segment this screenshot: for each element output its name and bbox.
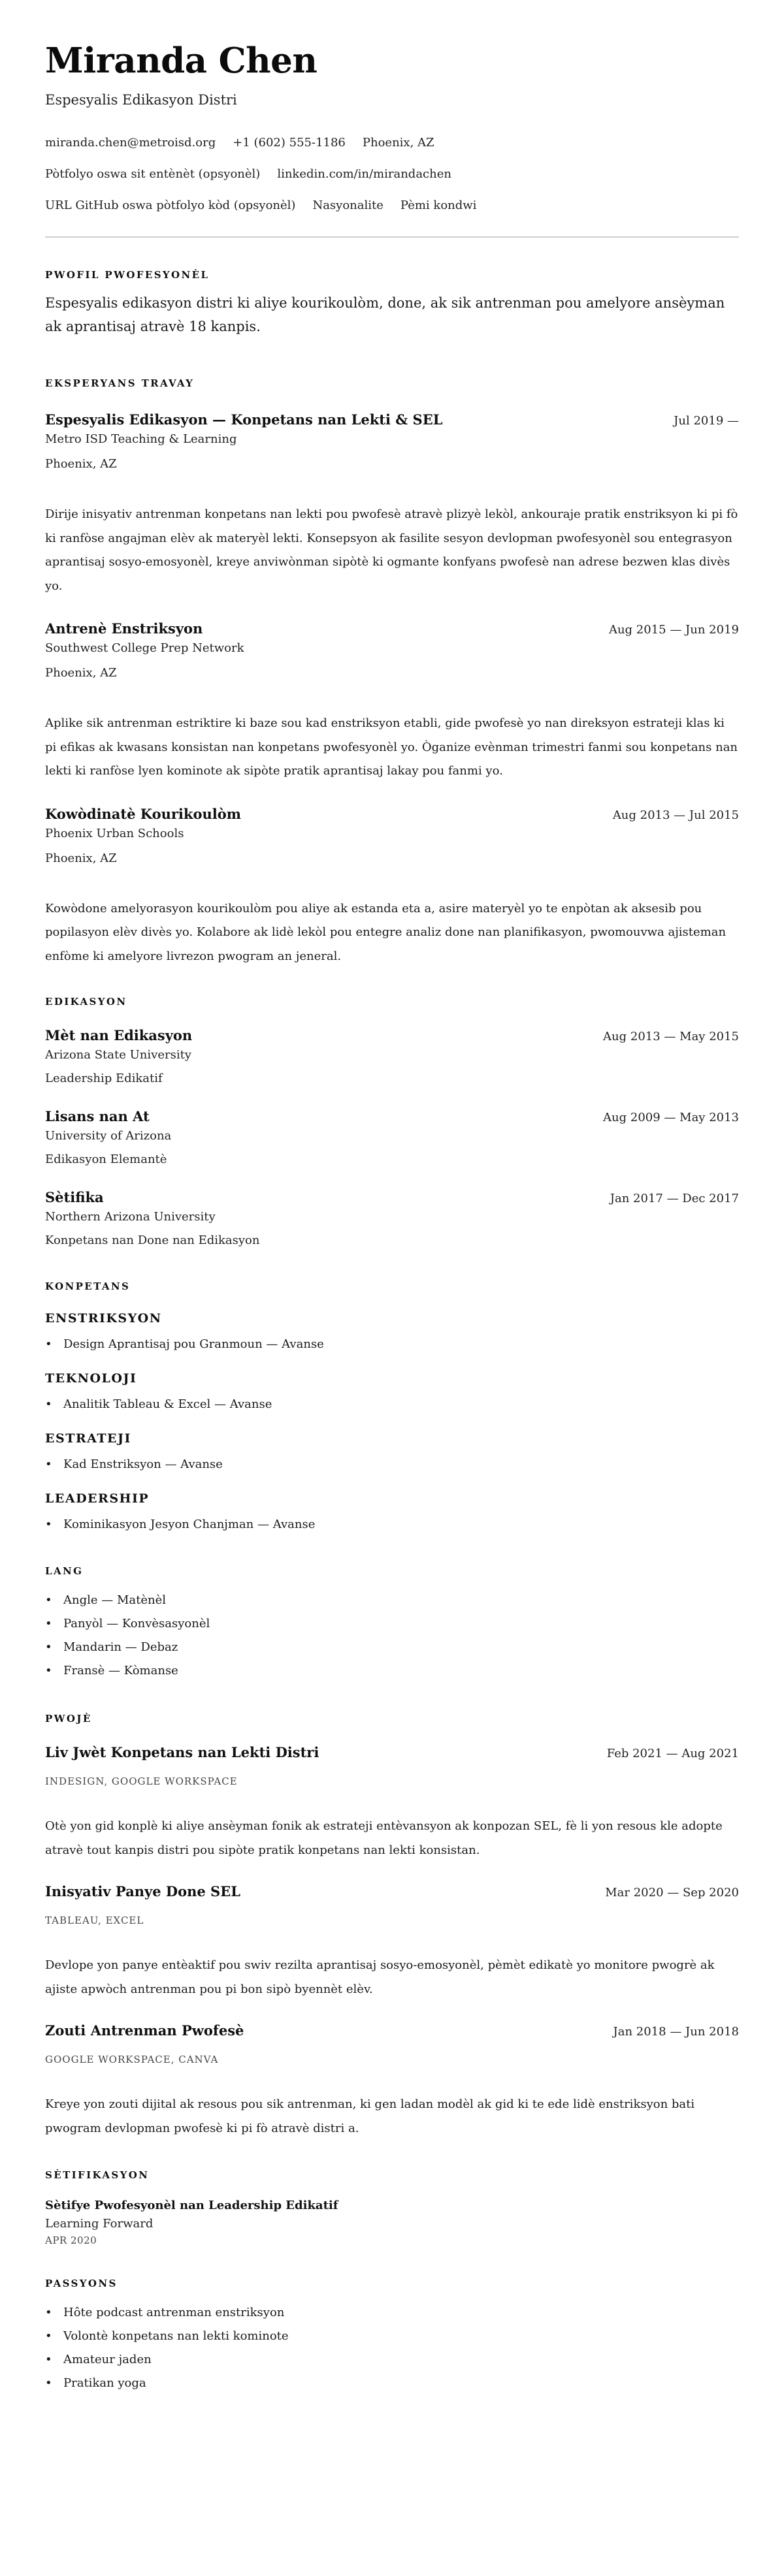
section-title-skills: KONPETANS — [45, 1280, 131, 1292]
job-dates: Aug 2015 — Jun 2019 — [608, 623, 739, 637]
degree-title: Mèt nan Edikasyon — [45, 1027, 193, 1043]
degree-title: Lisans nan At — [45, 1108, 150, 1124]
project-item — [45, 1743, 739, 1862]
projects-section — [45, 1711, 739, 2140]
education-dates: Jan 2017 — Dec 2017 — [610, 1192, 739, 1205]
experience-section — [45, 376, 739, 968]
project-dates: Mar 2020 — Sep 2020 — [605, 1886, 739, 1900]
skill-category-name: TEKNOLOJI — [45, 1371, 137, 1386]
skill-category-name: LEADERSHIP — [45, 1491, 150, 1506]
skill-category — [45, 1369, 739, 1416]
skill-category-name: ESTRATEJI — [45, 1431, 131, 1446]
job-location: Phoenix, AZ — [45, 666, 117, 680]
education-item — [45, 1188, 739, 1249]
location: Phoenix, AZ — [362, 136, 434, 150]
section-title-languages: LANG — [45, 1565, 84, 1577]
section-title-education: EDIKASYON — [45, 996, 127, 1008]
certification-date: APR 2020 — [45, 2234, 97, 2246]
interest-item: • Amateur jaden — [45, 2348, 739, 2372]
project-dates: Jan 2018 — Jun 2018 — [613, 2025, 739, 2039]
section-title-experience: EKSPERYANS TRAVAY — [45, 377, 195, 389]
certification-name: Sètifye Pwofesyonèl nan Leadership Edikatif — [45, 2199, 338, 2212]
project-description: Devlope yon panye entèaktif pou swiv rezilta aprantisaj sosyo-emosyonèl, pèmèt edikatè yo monitore pwogrè ak ajiste apwòch antrenman pou pi bon sipò byennèt elèv. — [45, 1958, 715, 1996]
language-item: • Mandarin — Debaz — [45, 1636, 739, 1659]
resume-header — [45, 38, 739, 214]
skill-item: • Design Aprantisaj pou Granmoun — Avanse — [45, 1333, 739, 1356]
project-title: Inisyativ Panye Done SEL — [45, 1883, 240, 1900]
project-item — [45, 1882, 739, 2001]
project-title: Zouti Antrenman Pwofesè — [45, 2022, 244, 2039]
education-dates: Aug 2009 — May 2013 — [603, 1111, 739, 1124]
school-name: University of Arizona — [45, 1129, 172, 1143]
job-description: Aplike sik antrenman estriktire ki baze sou kad enstriksyon etabli, gide pwofesè yo nan direksyon estrateji klas ki pi efikas ak kwasans konsistan nan konpetans pwofesyonèl yo. Òganize evènman trimestri fanmi sou konpetans nan lekti ki ranfòse lyen kominote ak sipòte pratik aprantisaj lakay pou fanmi yo. — [45, 716, 738, 778]
certifications-section — [45, 2168, 739, 2248]
field-of-study: Leadership Edikatif — [45, 1072, 163, 1085]
header-divider — [45, 236, 739, 238]
skill-category — [45, 1489, 739, 1536]
contact-row-2 — [45, 166, 739, 183]
contact-row-3 — [45, 197, 739, 214]
section-title-profile: PWOFIL PWOFESYONÈL — [45, 269, 210, 281]
school-name: Arizona State University — [45, 1048, 191, 1062]
phone-number: +1 (602) 555-1186 — [233, 136, 346, 150]
linkedin-link[interactable]: linkedin.com/in/mirandachen — [277, 167, 451, 181]
section-title-projects: PWOJÈ — [45, 1713, 92, 1725]
certification-issuer: Learning Forward — [45, 2217, 154, 2231]
job-company: Phoenix Urban Schools — [45, 826, 184, 840]
project-tech: GOOGLE WORKSPACE, CANVA — [45, 2054, 219, 2065]
skills-section — [45, 1279, 739, 1536]
language-item: • Fransè — Kòmanse — [45, 1659, 739, 1683]
job-company: Metro ISD Teaching & Learning — [45, 432, 237, 446]
experience-item — [45, 804, 739, 969]
job-title: Antrenè Enstriksyon — [45, 620, 203, 637]
job-dates: Jul 2019 — — [674, 414, 739, 428]
project-item — [45, 2021, 739, 2140]
language-item: • Angle — Matènèl — [45, 1589, 739, 1612]
candidate-headline: Espesyalis Edikasyon Distri — [45, 92, 237, 108]
job-title: Espesyalis Edikasyon — Konpetans nan Lekti & SEL — [45, 411, 443, 428]
experience-item — [45, 410, 739, 598]
skill-category — [45, 1309, 739, 1356]
field-of-study: Konpetans nan Done nan Edikasyon — [45, 1233, 260, 1247]
school-name: Northern Arizona University — [45, 1210, 216, 1224]
job-dates: Aug 2013 — Jul 2015 — [612, 808, 739, 822]
education-item — [45, 1026, 739, 1087]
section-title-certifications: SÈTIFIKASYON — [45, 2169, 150, 2181]
project-tech: TABLEAU, EXCEL — [45, 1915, 144, 1926]
portfolio-link[interactable]: Pòtfolyo oswa sit entènèt (opsyonèl) — [45, 167, 261, 181]
job-description: Kowòdone amelyorasyon kourikoulòm pou aliye ak estanda eta a, asire materyèl yo te enpòtan ak aksesib pou popilasyon elèv divès yo. Kolabore ak lidè lekòl pou entegre analiz done nan planifikasyon, pwomouvwa ajisteman enfòme ki amelyore livrezon pwogram an jeneral. — [45, 901, 727, 963]
skill-item: • Kad Enstriksyon — Avanse — [45, 1453, 739, 1476]
education-dates: Aug 2013 — May 2015 — [603, 1030, 739, 1043]
contact-row-1 — [45, 135, 739, 151]
section-title-interests: PASSYONS — [45, 2278, 118, 2289]
project-title: Liv Jwèt Konpetans nan Lekti Distri — [45, 1744, 319, 1760]
languages-section — [45, 1564, 739, 1683]
skill-category — [45, 1429, 739, 1476]
driving-license: Pèmi kondwi — [400, 199, 477, 212]
language-item: • Panyòl — Konvèsasyonèl — [45, 1612, 739, 1636]
project-dates: Feb 2021 — Aug 2021 — [606, 1747, 739, 1760]
project-description: Kreye yon zouti dijital ak resous pou sik antrenman, ki gen ladan modèl ak gid ki te ede lidè enstriksyon bati pwogram devlopman pwofesè ki pi fò atravè distri a. — [45, 2097, 695, 2135]
education-item — [45, 1107, 739, 1168]
project-tech: INDESIGN, GOOGLE WORKSPACE — [45, 1775, 238, 1787]
interest-item: • Hôte podcast antrenman enstriksyon — [45, 2301, 739, 2325]
skill-item: • Analitik Tableau & Excel — Avanse — [45, 1393, 739, 1416]
skill-item: • Kominikasyon Jesyon Chanjman — Avanse — [45, 1513, 739, 1536]
education-section — [45, 994, 739, 1249]
degree-title: Sètifika — [45, 1189, 104, 1205]
github-link[interactable]: URL GitHub oswa pòtfolyo kòd (opsyonèl) — [45, 199, 296, 212]
nationality: Nasyonalite — [312, 199, 384, 212]
interest-item: • Pratikan yoga — [45, 2372, 739, 2395]
job-location: Phoenix, AZ — [45, 457, 117, 471]
interests-section — [45, 2276, 739, 2395]
job-title: Kowòdinatè Kourikoulòm — [45, 805, 241, 822]
certification-item — [45, 2197, 739, 2248]
job-location: Phoenix, AZ — [45, 851, 117, 865]
profile-summary: Espesyalis edikasyon distri ki aliye kourikoulòm, done, ak sik antrenman pou amelyore ansèyman ak aprantisaj atravè 18 kanpis. — [45, 295, 725, 334]
email-link[interactable]: miranda.chen@metroisd.org — [45, 136, 216, 150]
profile-section — [45, 268, 739, 338]
candidate-name: Miranda Chen — [45, 40, 318, 81]
field-of-study: Edikasyon Elemantè — [45, 1153, 167, 1166]
job-company: Southwest College Prep Network — [45, 641, 244, 655]
skill-category-name: ENSTRIKSYON — [45, 1311, 162, 1326]
job-description: Dirije inisyativ antrenman konpetans nan lekti pou pwofesè atravè plizyè lekòl, ankouraje pratik enstriksyon ki pi fò ki ranfòse angajman elèv ak materyèl lekti. Konsepsyon ak fasilite sesyon devlopman pwofesyonèl sou entegrasyon aprantisaj sosyo-emosyonèl, kreye anviwònman sipòtè ki ogmante konfyans pwofesè nan adrese bezwen klas divès yo. — [45, 507, 738, 593]
interest-item: • Volontè konpetans nan lekti kominote — [45, 2325, 739, 2348]
experience-item — [45, 619, 739, 784]
project-description: Otè yon gid konplè ki aliye ansèyman fonik ak estrateji entèvansyon ak konpozan SEL, fè li yon resous kle adopte atravè tout kanpis distri pou sipòte pratik konpetans nan lekti konsistan. — [45, 1819, 723, 1857]
